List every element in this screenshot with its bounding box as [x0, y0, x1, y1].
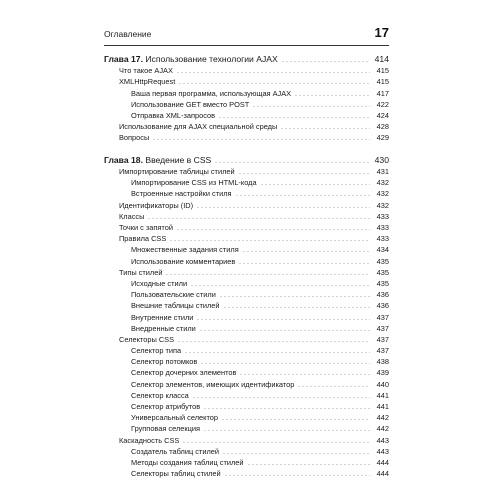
toc-entry-label [104, 380, 294, 389]
toc-entry[interactable] [104, 322, 389, 333]
toc-entry[interactable] [104, 400, 389, 411]
toc-page-number: 435 [376, 256, 389, 266]
toc-entry-label [104, 89, 291, 98]
dot-leader [196, 207, 370, 208]
toc-entry-label [104, 223, 173, 232]
toc-entry-title: Селектор дочерних элементов [131, 368, 237, 378]
toc-entry-title: XMLHttpRequest [119, 77, 176, 87]
toc-entry[interactable] [104, 445, 389, 456]
toc-entry-title: Селектор элементов, имеющих идентификатор [131, 379, 295, 389]
toc-page-number: 415 [376, 77, 389, 87]
toc-entry-label [104, 346, 181, 355]
toc-entry-label [104, 279, 187, 288]
toc-page-number: 444 [376, 469, 389, 479]
dot-leader [178, 83, 370, 84]
dot-leader [176, 229, 370, 230]
toc-entry[interactable] [104, 75, 389, 86]
toc-page-number: 417 [376, 88, 389, 98]
toc-page-number: 437 [376, 323, 389, 333]
toc-entry[interactable] [104, 176, 389, 187]
toc-page-number: 432 [376, 200, 389, 210]
toc-entry-title: Что такое AJAX [119, 66, 173, 76]
toc-entry-title: Селекторы таблиц стилей [131, 469, 221, 479]
toc-entry-title: Внешние таблицы стилей [131, 301, 220, 311]
toc-page-number: 433 [376, 234, 389, 244]
toc-entry[interactable] [104, 198, 389, 209]
toc-entry-label [104, 66, 173, 75]
running-header-title: Оглавление [104, 29, 152, 39]
dot-leader [222, 453, 370, 454]
toc-entry-label [104, 189, 232, 198]
toc-page-number: 437 [376, 334, 389, 344]
dot-leader [224, 475, 370, 476]
toc-page-number: 437 [376, 346, 389, 356]
dot-leader [280, 128, 370, 129]
toc-entry-label [104, 290, 216, 299]
dot-leader [219, 296, 370, 297]
toc-entry[interactable] [104, 64, 389, 75]
toc-entry-title: Методы создания таблиц стилей [131, 457, 244, 467]
toc-entry-title: Отправка XML-запросов [131, 110, 216, 120]
dot-leader [297, 386, 370, 387]
toc-entry-label [104, 368, 236, 377]
toc-entry-title: Селектор типа [131, 346, 182, 356]
dot-leader [203, 408, 370, 409]
toc-entry-title: Импортирование CSS из HTML-кода [131, 178, 257, 188]
toc-entry-label [104, 234, 166, 243]
toc-entry-title: Создатель таблиц стилей [131, 446, 220, 456]
toc-entry-label [104, 458, 244, 467]
toc-entry[interactable] [104, 422, 389, 433]
toc-entry-label [104, 122, 277, 131]
toc-page-number: 444 [376, 457, 389, 467]
toc-entry-title: Селекторы CSS [119, 334, 175, 344]
toc-entry-label [104, 55, 278, 64]
toc-page-number: 439 [376, 368, 389, 378]
toc-chapter-entry[interactable] [104, 153, 389, 165]
toc-entry-label [104, 335, 174, 344]
toc-entry-label [104, 133, 149, 142]
page-header [104, 25, 389, 46]
toc-chapter-entry[interactable] [104, 52, 389, 64]
toc-entry[interactable] [104, 86, 389, 97]
toc-entry[interactable] [104, 254, 389, 265]
dot-leader [238, 173, 370, 174]
dot-leader [184, 352, 370, 353]
toc-entry[interactable] [104, 456, 389, 467]
toc-entry[interactable] [104, 389, 389, 400]
toc-page-number: 435 [376, 267, 389, 277]
toc-entry-title: Селектор атрибутов [131, 402, 201, 412]
toc-entry-label [104, 201, 193, 210]
toc-entry-title: Использование комментариев [131, 256, 236, 266]
toc-page-number: 443 [376, 435, 389, 445]
toc-entry-title: Классы [119, 211, 145, 221]
toc-entry[interactable] [104, 187, 389, 198]
dot-leader [223, 307, 370, 308]
dot-leader [192, 397, 370, 398]
dot-leader [199, 330, 370, 331]
toc-entry[interactable] [104, 277, 389, 288]
toc-entry-label [104, 313, 193, 322]
toc-page-number: 432 [376, 189, 389, 199]
toc-page-number: 435 [376, 278, 389, 288]
toc-entry-label [104, 301, 220, 310]
toc-entry-title: Точки с запятой [119, 223, 173, 233]
toc-page-number: 414 [374, 54, 389, 64]
dot-leader [182, 442, 370, 443]
toc-page-number: 436 [376, 290, 389, 300]
table-of-contents [104, 52, 389, 478]
toc-entry[interactable] [104, 299, 389, 310]
toc-entry-title: Групповая селекция [131, 424, 201, 434]
toc-entry[interactable] [104, 288, 389, 299]
toc-entry-label [104, 424, 200, 433]
toc-entry[interactable] [104, 344, 389, 355]
toc-entry[interactable] [104, 411, 389, 422]
dot-leader [242, 251, 370, 252]
toc-entry[interactable] [104, 165, 389, 176]
toc-entry[interactable] [104, 433, 389, 444]
toc-page-number: 438 [376, 357, 389, 367]
toc-entry-title: Исходные стили [131, 278, 188, 288]
toc-entry[interactable] [104, 333, 389, 344]
toc-page-number: 442 [376, 424, 389, 434]
dot-leader [281, 61, 370, 62]
toc-entry-title: Правила CSS [119, 234, 167, 244]
dot-leader [165, 274, 370, 275]
toc-entry-label [104, 436, 179, 445]
toc-entry-title: Идентификаторы (ID) [119, 200, 194, 210]
toc-page-number: 429 [376, 133, 389, 143]
toc-page-number: 428 [376, 122, 389, 132]
toc-entry-label [104, 212, 144, 221]
toc-entry-title: Использование для AJAX специальной среды [119, 122, 278, 132]
toc-page-number: 415 [376, 66, 389, 76]
dot-leader [294, 95, 370, 96]
toc-entry[interactable] [104, 131, 389, 142]
toc-entry[interactable] [104, 467, 389, 478]
toc-page-number: 443 [376, 446, 389, 456]
dot-leader [169, 240, 370, 241]
page-number: 17 [374, 25, 389, 40]
toc-page-number: 436 [376, 301, 389, 311]
toc-entry[interactable] [104, 310, 389, 321]
toc-entry[interactable] [104, 221, 389, 232]
toc-page-number: 433 [376, 211, 389, 221]
toc-entry[interactable] [104, 109, 389, 120]
toc-entry-label [104, 100, 249, 109]
toc-entry-label [104, 391, 189, 400]
toc-page-number: 437 [376, 312, 389, 322]
toc-entry-title: Каскадность CSS [119, 435, 180, 445]
toc-entry-title: Встроенные настройки стиля [131, 189, 232, 199]
toc-entry[interactable] [104, 355, 389, 366]
toc-entry-label [104, 413, 218, 422]
toc-entry-title: Пользовательские стили [131, 290, 216, 300]
toc-page-number: 441 [376, 402, 389, 412]
toc-entry-label [104, 469, 221, 478]
toc-page-number: 440 [376, 379, 389, 389]
dot-leader [147, 218, 370, 219]
dot-leader [177, 341, 370, 342]
toc-entry-title: Внедренные стили [131, 323, 196, 333]
toc-entry-label [104, 156, 211, 165]
toc-page-number: 433 [376, 223, 389, 233]
toc-page-number: 432 [376, 178, 389, 188]
dot-leader [247, 464, 370, 465]
toc-entry-label [104, 357, 197, 366]
toc-page-number: 422 [376, 99, 389, 109]
toc-entry[interactable] [104, 377, 389, 388]
toc-entry-label [104, 447, 219, 456]
toc-entry-title: Введение в CSS [145, 154, 212, 165]
dot-leader [252, 106, 370, 107]
dot-leader [196, 319, 370, 320]
dot-leader [260, 184, 370, 185]
dot-leader [239, 374, 370, 375]
dot-leader [200, 363, 370, 364]
toc-page-number: 430 [374, 154, 389, 165]
toc-entry-label [104, 245, 239, 254]
toc-entry-title: Импортирование таблицы стилей [119, 167, 235, 177]
dot-leader [214, 162, 370, 163]
toc-entry-title: Внутренние стили [131, 312, 194, 322]
toc-entry[interactable] [104, 232, 389, 243]
toc-entry-title: Использование технологии AJAX [145, 54, 278, 64]
toc-entry-label [104, 178, 257, 187]
toc-entry-label [104, 111, 215, 120]
toc-entry-title: Ваша первая программа, использующая AJAX [131, 88, 292, 98]
dot-leader [221, 419, 370, 420]
toc-entry[interactable] [104, 210, 389, 221]
toc-entry-title: Вопросы [119, 133, 150, 143]
dot-leader [176, 72, 370, 73]
dot-leader [235, 195, 370, 196]
dot-leader [152, 139, 370, 140]
toc-entry-title: Типы стилей [119, 267, 163, 277]
toc-page-number: 441 [376, 390, 389, 400]
toc-entry-label [104, 268, 162, 277]
toc-entry[interactable] [104, 98, 389, 109]
toc-entry[interactable] [104, 366, 389, 377]
toc-entry-title: Использование GET вместо POST [131, 99, 250, 109]
toc-entry-label [104, 257, 235, 266]
toc-page-number: 434 [376, 245, 389, 255]
toc-entry-title: Селектор потомков [131, 357, 198, 367]
dot-leader [203, 430, 370, 431]
chapter-number: Глава 18. [104, 154, 143, 165]
dot-leader [218, 117, 370, 118]
toc-page-number: 442 [376, 413, 389, 423]
toc-entry-label [104, 167, 235, 176]
toc-entry-label [104, 402, 200, 411]
toc-entry[interactable] [104, 266, 389, 277]
toc-entry-title: Множественные задания стиля [131, 245, 239, 255]
toc-entry-label [104, 77, 175, 86]
toc-entry-title: Универсальный селектор [131, 413, 219, 423]
dot-leader [190, 285, 370, 286]
toc-entry[interactable] [104, 120, 389, 131]
chapter-number: Глава 17. [104, 54, 143, 64]
toc-page-number: 431 [376, 167, 389, 177]
toc-entry-label [104, 324, 196, 333]
dot-leader [238, 263, 370, 264]
toc-entry-title: Селектор класса [131, 390, 189, 400]
toc-entry[interactable] [104, 243, 389, 254]
toc-page-number: 424 [376, 110, 389, 120]
